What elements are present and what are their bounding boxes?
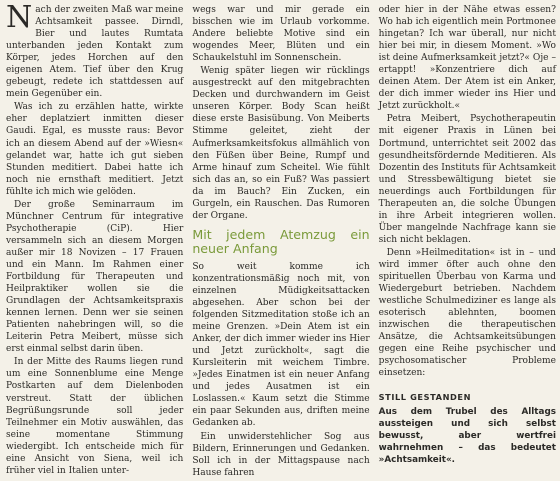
paragraph: Denn »Heilmeditation« ist in – und wird immer öfter auch ohne den spirituellen Überbau von Karma und Wiedergeburt betrieben. Nachdem westliche Schulmediziner es lange als esoterisch ablehnten, boomen inzwischen die therapeutischen Ansätze, die Achtsamkeitsübungen gegen eine Reihe psychischer und psychosomatischer Probleme einsetzen: xyxy=(378,247,556,379)
paragraph-text: ach der zweiten Maß war meine Achtsamkeit passee. Dirndl, Bier und lautes Rumtata unterbanden jeden Kontakt zum Körper, jedes Horchen auf den eigenen Atem. Tief über den Krug gebeugt, redete ich stattdessen auf mein Gegenüber ein. xyxy=(6,5,184,100)
section-subheading: Mit jedem Atemzug ein neuer Anfang xyxy=(192,226,370,256)
paragraph: oder hier in der Nähe etwas essen? Wo hab ich eigentlich mein Portmonee hingetan? Ich war überall, nur nicht hier bei mir, in diesem Moment. »Wo ist deine Aufmerksamkeit jetzt?« Oje – ertappt! »Konzentriere dich auf deinen Atem. Der Atem ist ein Anker, der dich immer wieder ins Hier und Jetzt zurückholt.« xyxy=(378,5,556,112)
paragraph: Ein unwiderstehlicher Sog aus Bildern, Erinnerungen und Gedanken. Soll ich in der Mittagspause nach Hause fahren xyxy=(192,431,370,478)
paragraph xyxy=(6,0,184,100)
paragraph: wegs war und mir gerade ein bisschen wie im Urlaub vorkomme. Andere beliebte Motive sind ein wogendes Meer, Blüten und ein Schaukelstuhl im Sonnenschein. xyxy=(192,5,370,64)
paragraph: Was ich zu erzählen hatte, wirkte eher deplatziert inmitten dieser Gaudi. Egal, es musste raus: Bevor ich an diesem Abend auf der »Wiesn« gelandet war, hatte ich gut sieben Stunden meditiert. Dabei hatte ich noch nie ernsthaft meditiert. Jetzt fühlte ich mich wie gelöden. xyxy=(6,102,184,197)
paragraph: Wenig später liegen wir rücklings ausgestreckt auf den mitgebrachten Decken und durchwandern im Geist unseren Körper. Body Scan heißt diese erste Basisübung. Von Meiberts Stimme geleitet, zieht der Aufmerksamkeitsfokus allmählich von den Füßen über Beine, Rumpf und Arme hinauf zum Scheitel. Wie fühlt sich das an, so ein Fuß? Was passiert da im Bauch? Ein Zucken, ein Gurgeln, ein Rauschen. Das Rumoren der Organe. xyxy=(192,66,370,221)
drop-cap: N xyxy=(6,0,33,35)
caption-text: Aus dem Trubel des Alltags aussteigen und sich selbst bewusst, aber wertfrei wahrnehmen – das bedeutet »Achtsamkeit«. xyxy=(378,406,556,465)
paragraph: In der Mitte des Raums liegen rund um eine Sonnenblume eine Menge Postkarten auf dem Dielenboden verstreut. Statt der üblichen Begrüßungsrunde soll jeder Teilnehmer ein Motiv auswählen, das seine momentane Stimmung wiedergibt. Ich entscheide mich für eine Ansicht von Siena, weil ich früher viel in Italien unter- xyxy=(6,357,184,476)
column-1 xyxy=(6,0,184,481)
paragraph: Der große Seminarraum im Münchner Centrum für integrative Psychotherapie (CiP). Hier versammeln sich an diesem Morgen außer mir 18 Novizen – 17 Frauen und ein Mann. Im Rahmen einer Fortbildung für Therapeuten und Heilpraktiker wollen sie die Grundlagen der Achtsamkeitspraxis kennen lernen. Denn wer sie seinen Patienten nahebringen will, so die Leiterin Petra Meibert, müsse sich erst einmal selbst darin üben. xyxy=(6,199,184,355)
caption-title: STILL GESTANDEN xyxy=(378,392,472,403)
column-3 xyxy=(379,4,556,481)
column-2 xyxy=(192,4,369,481)
paragraph: Petra Meibert, Psychotherapeutin mit eigener Praxis in Lünen bei Dortmund, unterrichtet seit 2002 das gesundheitsfördernde Meditieren. Als Dozentin des Instituts für Achtsamkeit und Stressbewältigung bietet sie neuerdings auch Fortbildungen für Therapeuten an, die solche Übungen in ihre Arbeit integrieren wollen. Über mangelnde Nachfrage kann sie sich nicht beklagen. xyxy=(378,114,556,245)
paragraph: So weit komme ich konzentrationsmäßig noch mit, von einzelnen Müdigkeitsattacken abgesehen. Aber schon bei der folgenden Sitzmeditation stoße ich an meine Grenzen. »Dein Atem ist ein Anker, der dich immer wieder ins Hier und Jetzt zurückholt«, sagt die Kursleiterin mit weichem Timbre. »Jedes Einatmen ist ein neuer Anfang und jedes Ausatmen ist ein Loslassen.« Kaum setzt die Stimme ein paar Sekunden aus, driften meine Gedanken ab. xyxy=(192,261,370,429)
caption-box xyxy=(379,391,556,465)
